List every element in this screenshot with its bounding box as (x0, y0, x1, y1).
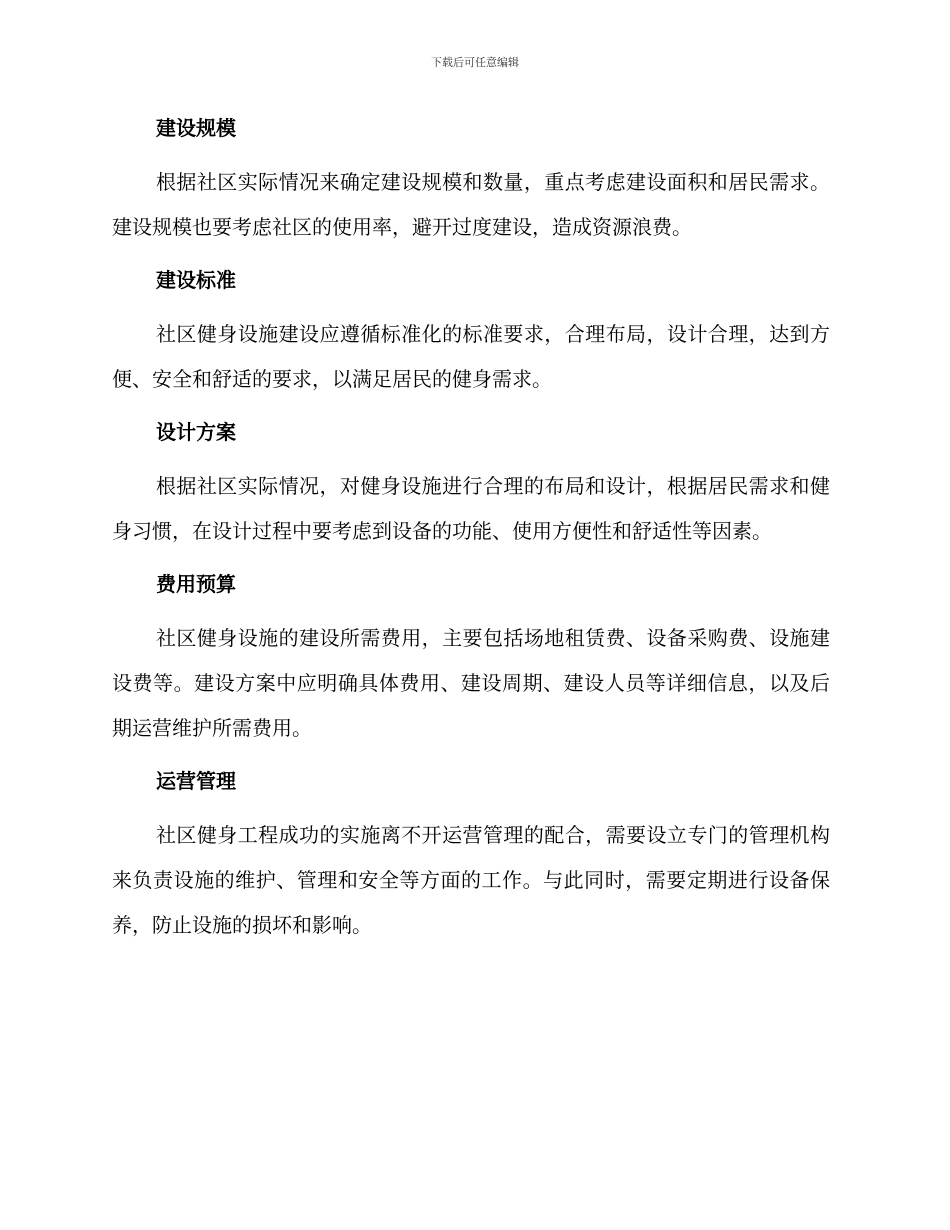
section (112, 264, 830, 402)
section-title: 设计方案 (156, 420, 236, 444)
header-note: 下载后可任意编辑 (431, 56, 519, 69)
section (112, 568, 830, 751)
section-body: 根据社区实际情况来确定建设规模和数量，重点考虑建设面积和居民需求。建设规模也要考虑社区的使用率，避开过度建设，造成资源浪费。 (112, 170, 830, 239)
section-body: 社区健身设施建设应遵循标准化的标准要求，合理布局，设计合理，达到方便、安全和舒适的要求，以满足居民的健身需求。 (112, 322, 830, 391)
section-title: 运营管理 (156, 769, 236, 793)
section-body: 社区健身设施的建设所需费用，主要包括场地租赁费、设备采购费、设施建设费等。建设方案中应明确具体费用、建设周期、建设人员等详细信息，以及后期运营维护所需费用。 (112, 626, 830, 740)
document-content (112, 112, 830, 962)
section-title: 费用预算 (156, 572, 236, 596)
section-body: 社区健身工程成功的实施离不开运营管理的配合，需要设立专门的管理机构来负责设施的维护、管理和安全等方面的工作。与此同时，需要定期进行设备保养，防止设施的损坏和影响。 (112, 823, 830, 937)
section (112, 416, 830, 554)
section-body: 根据社区实际情况，对健身设施进行合理的布局和设计，根据居民需求和健身习惯，在设计过程中要考虑到设备的功能、使用方便性和舒适性等因素。 (112, 474, 830, 543)
section-title: 建设标准 (156, 268, 236, 292)
section (112, 112, 830, 250)
section (112, 765, 830, 948)
section-title: 建设规模 (156, 116, 236, 140)
